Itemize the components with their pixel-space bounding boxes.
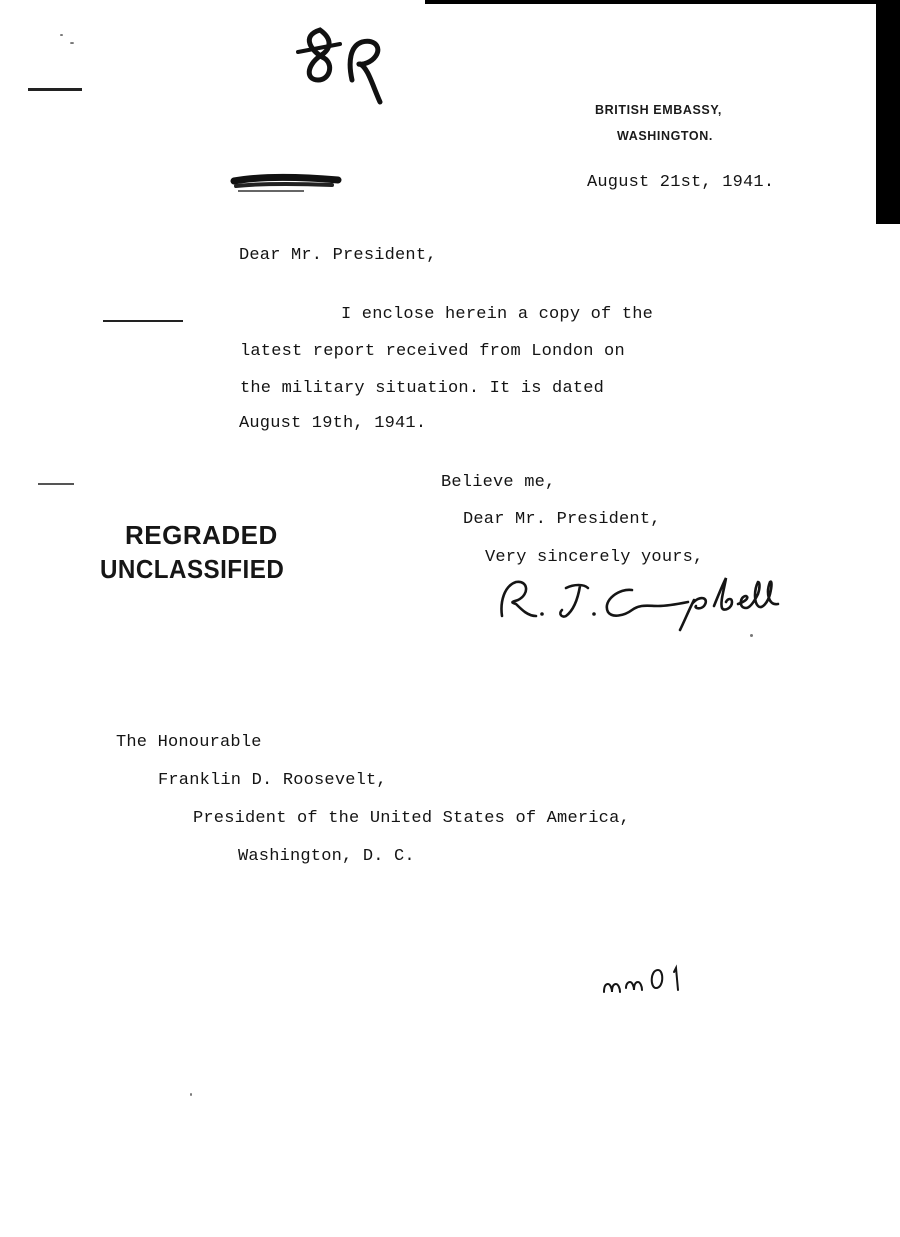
address-line: The Honourable bbox=[116, 733, 262, 752]
address-line: Washington, D. C. bbox=[238, 847, 415, 866]
closing-believe: Believe me, bbox=[441, 473, 556, 492]
address-line: President of the United States of America, bbox=[193, 809, 630, 828]
handwritten-file-mark bbox=[290, 22, 400, 112]
address-line: Franklin D. Roosevelt, bbox=[158, 771, 387, 790]
letter-date: August 21st, 1941. bbox=[587, 173, 775, 192]
body-line: latest report received from London on bbox=[240, 342, 625, 361]
letterhead-embassy: BRITISH EMBASSY, bbox=[595, 103, 722, 117]
body-line: the military situation. It is dated bbox=[240, 379, 605, 398]
scan-speck bbox=[70, 42, 74, 44]
stamp-regraded: REGRADED bbox=[125, 520, 278, 550]
stamp-unclassified: UNCLASSIFIED bbox=[100, 554, 285, 584]
salutation: Dear Mr. President, bbox=[239, 246, 437, 265]
body-line: I enclose herein a copy of the bbox=[341, 305, 654, 324]
letterhead-city: WASHINGTON. bbox=[617, 129, 713, 143]
scan-edge-right bbox=[876, 0, 900, 224]
handwritten-initials bbox=[600, 964, 690, 998]
scan-speck bbox=[190, 1093, 192, 1096]
body-line: August 19th, 1941. bbox=[239, 414, 427, 433]
closing-sincerely: Very sincerely yours, bbox=[485, 548, 704, 567]
closing-salutation: Dear Mr. President, bbox=[463, 510, 661, 529]
scan-speck bbox=[750, 634, 753, 637]
scan-speck bbox=[60, 34, 63, 36]
scan-edge-top bbox=[425, 0, 900, 4]
margin-mark-lower bbox=[38, 483, 74, 485]
signature-mark bbox=[488, 572, 798, 634]
margin-mark-top bbox=[28, 88, 82, 91]
redaction-mark bbox=[232, 172, 342, 194]
margin-mark-middle bbox=[103, 320, 183, 322]
